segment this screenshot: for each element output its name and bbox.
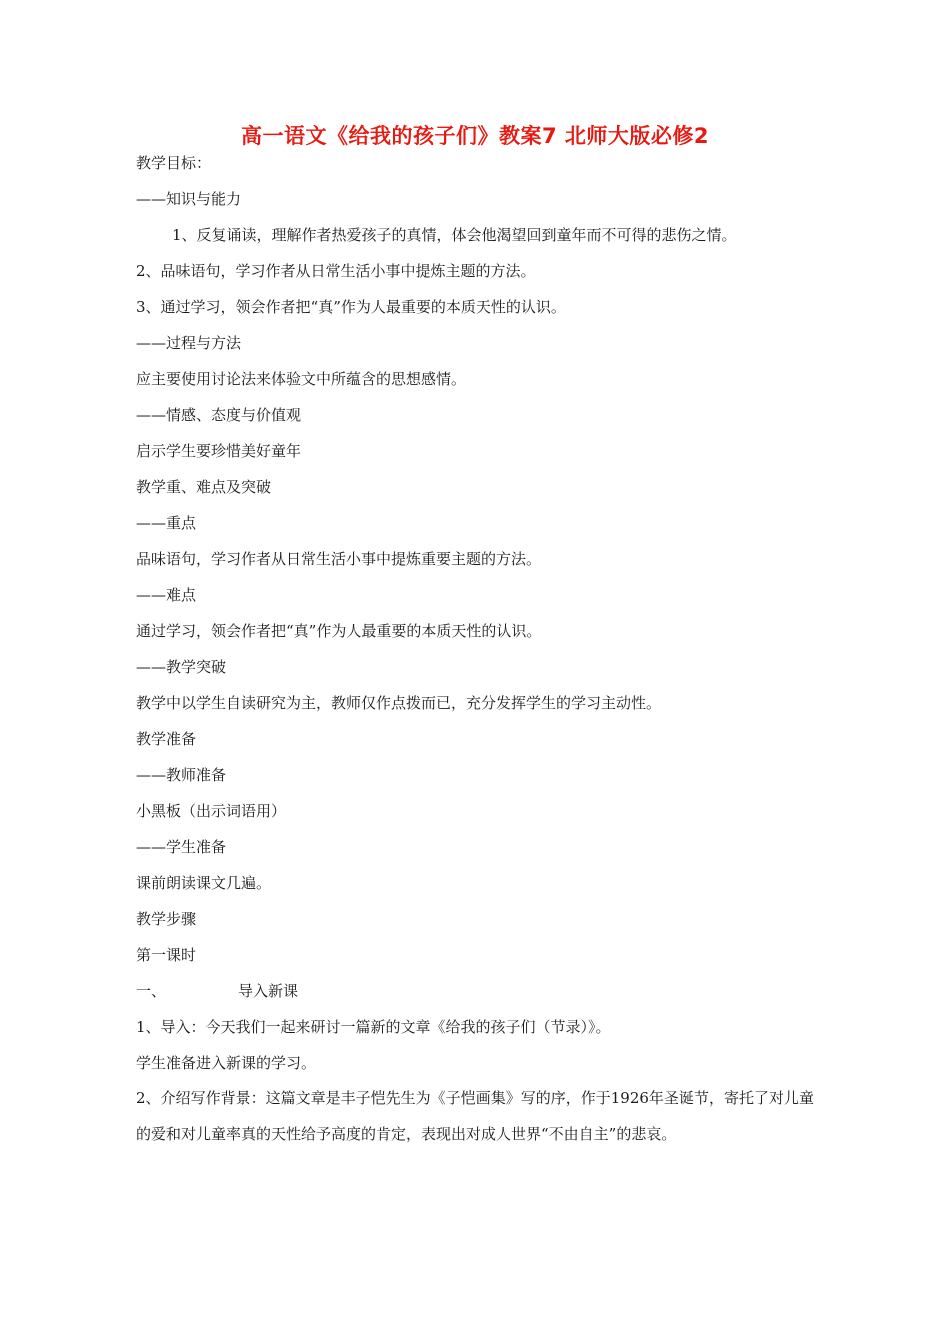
section-number: 一、 [136, 982, 167, 1000]
text-line: 教学中以学生自读研究为主，教师仅作点拨而已，充分发挥学生的学习主动性。 [136, 694, 662, 712]
text-line: 课前朗读课文几遍。 [136, 874, 272, 892]
text-line: 1、导入：今天我们一起来研讨一篇新的文章《给我的孩子们（节录）》。 [136, 1018, 611, 1036]
text-line: ——难点 [136, 586, 197, 604]
text-line: 启示学生要珍惜美好童年 [136, 442, 302, 460]
text-line: ——知识与能力 [136, 190, 242, 208]
text-line: ——教师准备 [136, 766, 227, 784]
text-line: ——教学突破 [136, 658, 227, 676]
text-line: 教学步骤 [136, 910, 197, 928]
text-line: 3、通过学习，领会作者把“真”作为人最重要的本质天性的认识。 [136, 298, 566, 316]
text-line: 教学目标： [136, 154, 212, 172]
text-line: 第一课时 [136, 946, 197, 964]
text-line: ——过程与方法 [136, 334, 242, 352]
text-line: 小黑板（出示词语用） [136, 802, 287, 820]
document-title: 高一语文《给我的孩子们》教案7 北师大版必修2 [240, 124, 710, 148]
text-line: ——情感、态度与价值观 [136, 406, 302, 424]
section-heading [136, 981, 298, 1001]
text-line: 教学重、难点及突破 [136, 478, 272, 496]
text-line: 通过学习，领会作者把“真”作为人最重要的本质天性的认识。 [136, 622, 542, 640]
text-line: 1、反复诵读，理解作者热爱孩子的真情，体会他渴望回到童年而不可得的悲伤之情。 [172, 226, 737, 244]
text-line: 学生准备进入新课的学习。 [136, 1054, 317, 1072]
text-line: 2、品味语句，学习作者从日常生活小事中提炼主题的方法。 [136, 262, 536, 280]
text-line: 品味语句，学习作者从日常生活小事中提炼重要主题的方法。 [136, 550, 542, 568]
background-paragraph: 2、介绍写作背景：这篇文章是丰子恺先生为《子恺画集》写的序，作于1926年圣诞节，寄托了对儿童的爱和对儿童率真的天性给予高度的肯定，表现出对成人世界“不由自主”的悲哀。 [136, 1089, 814, 1143]
text-line: ——重点 [136, 514, 197, 532]
text-line: 应主要使用讨论法来体验文中所蕴含的思想感情。 [136, 370, 467, 388]
text-line: ——学生准备 [136, 838, 227, 856]
section-label: 导入新课 [238, 982, 299, 1000]
text-line: 教学准备 [136, 730, 197, 748]
